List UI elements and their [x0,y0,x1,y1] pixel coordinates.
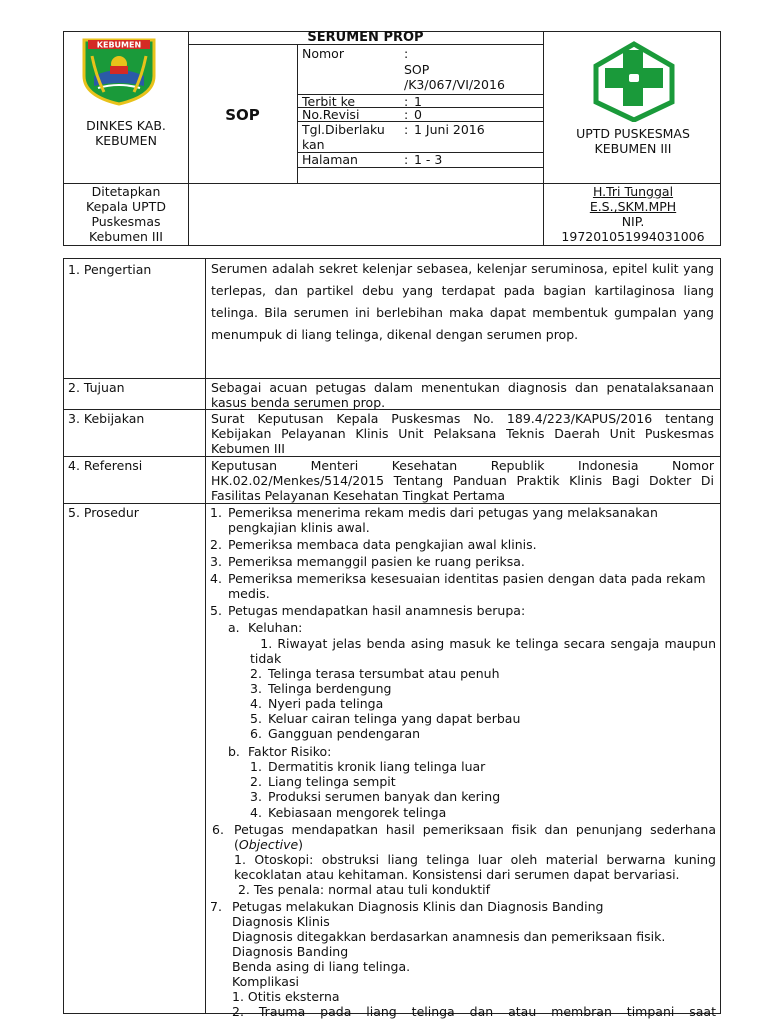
sop-label: SOP [225,106,260,124]
a-item-2: 2. Telinga terasa tersumbat atau penuh [250,666,500,681]
field-terbit-value: 1 [414,94,422,109]
step-number: 4. [210,571,222,586]
step-text: Pemeriksa memeriksa kesesuaian identitas pasien dengan data pada rekam medis. [228,571,706,601]
puskesmas-logo [589,40,679,122]
s7-line-4: Benda asing di liang telinga. [232,959,411,974]
text-referensi: Keputusan Menteri Kesehatan Republik Indonesia Nomor HK.02.02/Menkes/514/2015 Tentang Panduan Praktik Klinis Bagi Dokter Di Fasilitas Pelayanan Kesehatan Tingkat Pertama [211,458,714,503]
org-right: UPTD PUSKESMAS KEBUMEN III [576,126,690,156]
a-item-4: 4. Nyeri pada telinga [250,696,384,711]
step-7: 7. Petugas melakukan Diagnosis Klinis dan Diagnosis Banding [210,899,604,914]
objective-italic: Objective [238,837,299,852]
s7-item-2: 2. Trauma pada liang telinga dan atau membran timpani saat [232,1004,716,1019]
s6-item-1: 1. Otoskopi: obstruksi liang telinga luar oleh material berwarna kuning kecoklatan atau kehitaman. Konsistensi dari serumen dapat bervariasi. [234,852,716,882]
logo-text: KEBUMEN [96,40,142,50]
signer-nip-label: NIP. [621,214,645,229]
s7-line-1: Diagnosis Klinis [232,914,330,929]
field-nomor-label: Nomor [302,46,344,61]
text-pengertian: Serumen adalah sekret kelenjar sebasea, kelenjar seruminosa, epitel kulit yang terlepas, dan partikel debu yang terdapat pada bagian kartilaginosa liang telinga. Bila serumen ini berlebihan maka dapat membentuk gumpalan yang menumpuk di liang telinga, dikenal dengan serumen prop. [211,261,714,342]
step-text: Pemeriksa memanggil pasien ke ruang periksa. [228,554,525,569]
field-tgl-label: Tgl.Diberlaku kan [302,122,385,152]
a-item-text: 1. Riwayat jelas benda asing masuk ke telinga secara sengaja maupun tidak [250,636,716,666]
s7-line-5: Komplikasi [232,974,299,989]
field-terbit-label: Terbit ke [302,94,356,109]
step-1 [210,505,716,535]
step-number: 1. [210,505,222,520]
b-item-3: 3. Produksi serumen banyak dan kering [250,789,501,804]
step-number: 3. [210,554,222,569]
sub-text: Faktor Risiko: [248,744,332,759]
step-number: 7. [210,899,222,914]
step-text: Pemeriksa membaca data pengkajian awal klinis. [228,537,537,552]
signer-nip: 197201051994031006 [561,229,705,244]
step-number: 5. [210,603,222,618]
text-kebijakan: Surat Keputusan Kepala Puskesmas No. 189.4/223/KAPUS/2016 tentang Kebijakan Pelayanan Klinis Unit Pelaksana Teknis Daerah Unit Puskesmas Kebumen III [211,411,714,456]
sub-b [210,744,716,759]
a-item-6: 6. Gangguan pendengaran [250,726,421,741]
label-kebijakan: 3. Kebijakan [68,411,145,426]
s7-line-2: Diagnosis ditegakkan berdasarkan anamnesis dan pemeriksaan fisik. [232,929,666,944]
kebumen-logo [80,36,158,106]
b-item-4: 4. Kebiasaan mengorek telinga [250,805,447,820]
field-nomor-value: SOP /K3/067/VI/2016 [404,62,505,92]
s7-line-3: Diagnosis Banding [232,944,349,959]
sop-title: SERUMEN PROP [307,30,424,45]
field-halaman-label: Halaman [302,152,358,167]
sub-text: Keluhan: [248,620,303,635]
label-pengertian: 1. Pengertian [68,262,152,277]
step-3 [210,554,716,569]
field-nomor-colon: : [404,46,409,61]
step-text: Pemeriksa menerima rekam medis dari petugas yang melaksanakan pengkajian klinis awal. [228,505,658,535]
field-tgl-colon: : [404,122,409,137]
s6-item-2: 2. Tes penala: normal atau tuli konduktif [237,882,490,897]
label-referensi: 4. Referensi [68,458,143,473]
signer-name [548,184,718,214]
a-item-1 [210,636,716,666]
field-revisi-value: 0 [414,107,422,122]
prosedur-list [210,505,716,1019]
label-prosedur: 5. Prosedur [68,505,139,520]
field-tgl-value: 1 Juni 2016 [414,122,485,137]
b-item-2: 2. Liang telinga sempit [250,774,396,789]
field-revisi-label: No.Revisi [302,107,360,122]
label-tujuan: 2. Tujuan [68,380,125,395]
sub-letter: b. [228,744,240,759]
step-4 [210,571,716,601]
s7-item-1: 1. Otitis eksterna [232,989,340,1004]
a-item-5: 5. Keluar cairan telinga yang dapat berbau [250,711,521,726]
signer-name-text: H.Tri Tunggal E.S.,SKM.MPH [589,184,677,214]
step-number: 6. [212,822,224,837]
step-6: 6. Petugas mendapatkan hasil pemeriksaan fisik dan penunjang sederhana (Objective) [212,822,716,852]
step-text: Petugas mendapatkan hasil anamnesis berupa: [228,603,526,618]
approval-left: Ditetapkan Kepala UPTD Puskesmas Kebumen III [86,184,166,244]
step-number: 2. [210,537,222,552]
sub-letter: a. [228,620,240,635]
a-item-3: 3. Telinga berdengung [250,681,392,696]
field-halaman-value: 1 - 3 [414,152,443,167]
text-tujuan: Sebagai acuan petugas dalam menentukan diagnosis dan penatalaksanaan kasus benda serumen prop. [211,380,714,410]
step-2 [210,537,716,552]
org-left: DINKES KAB. KEBUMEN [86,118,166,148]
field-terbit-colon: : [404,94,409,109]
step-5 [210,603,716,618]
field-halaman-colon: : [404,152,409,167]
sub-a [210,620,716,635]
field-revisi-colon: : [404,107,409,122]
b-item-1: 1. Dermatitis kronik liang telinga luar [250,759,486,774]
